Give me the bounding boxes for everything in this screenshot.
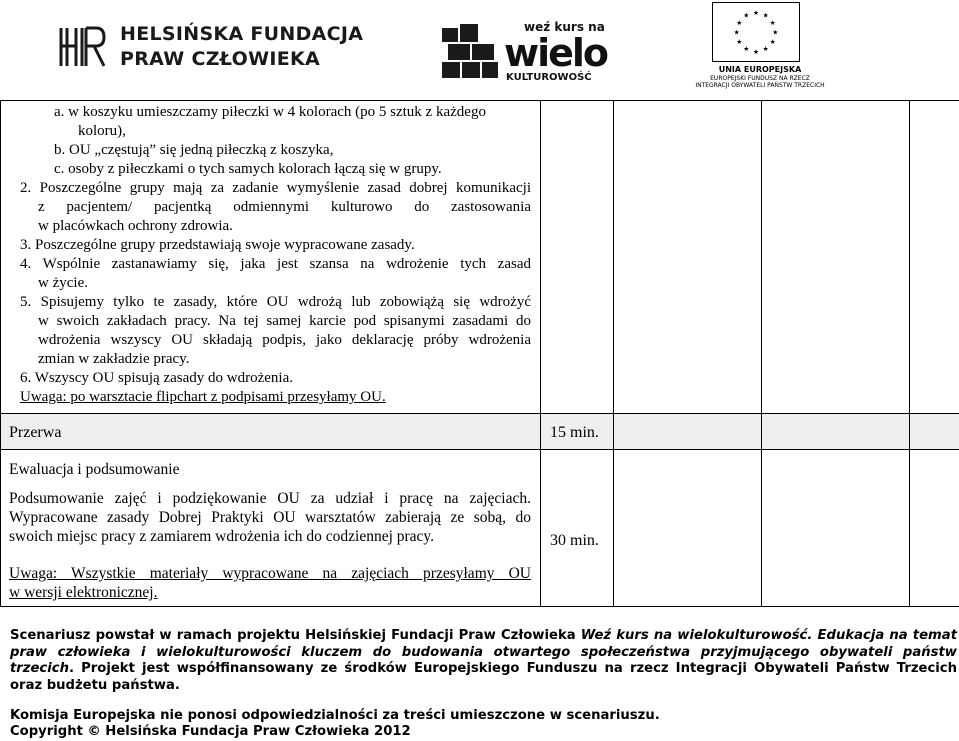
eu-star-icon: ★ xyxy=(769,18,776,27)
break-row-shade xyxy=(1,413,959,449)
col-divider-3 xyxy=(613,100,614,607)
break-label: Przerwa xyxy=(9,424,62,441)
eu-star-icon: ★ xyxy=(752,9,760,18)
step-a-cont: koloru), xyxy=(78,123,126,139)
break-row-top-border xyxy=(0,413,959,414)
step-2-line2: z pacjentem/ pacjentką odmiennymi kulturowo do zastosowania xyxy=(38,199,531,215)
hfpc-hr-mark xyxy=(58,24,106,70)
break-time: 15 min. xyxy=(550,424,599,441)
step-5-line2: w swoich zakładach pracy. Na tej samej karcie pod spisanymi zasadami do xyxy=(38,313,531,329)
step-a: a. w koszyku umieszczamy piłeczki w 4 kolorach (po 5 sztuk z każdego xyxy=(54,104,486,120)
project-credit-funding: . Projekt jest współfinansowany ze środków Europejskiego Funduszu na rzecz Integracji Obywateli Państw Trzecich oraz budżetu państwa. xyxy=(10,661,957,693)
step-4-line2: w życie. xyxy=(38,275,88,291)
col-divider-4 xyxy=(761,100,762,607)
step-2-line1: 2. Poszczególne grupy mają za zadanie wymyślenie zasad dobrej komunikacji xyxy=(20,180,531,196)
hfpc-logo xyxy=(58,22,368,74)
eu-fund-line1: EUROPEJSKI FUNDUSZ NA RZECZ xyxy=(710,75,810,82)
evaluation-title: Ewaluacja i podsumowanie xyxy=(9,461,180,478)
evaluation-time: 30 min. xyxy=(550,532,599,549)
eu-star-icon: ★ xyxy=(762,45,769,54)
evaluation-note-line1: Uwaga: Wszystkie materiały wypracowane na zajęciach przesyłamy OU xyxy=(9,565,531,582)
wez-kurs-subtitle: KULTUROWOŚĆ xyxy=(506,72,592,83)
step-5-line4: zmian w zakładzie pracy. xyxy=(38,351,190,367)
commission-disclaimer: Komisja Europejska nie ponosi odpowiedzialności za treści umieszczone w scenariuszu. xyxy=(10,708,660,723)
eu-flag-icon xyxy=(712,2,800,62)
col-divider-time xyxy=(540,100,541,607)
eu-star-icon: ★ xyxy=(743,45,750,54)
eu-star-icon: ★ xyxy=(736,18,743,27)
project-credit xyxy=(10,628,957,694)
hfpc-name-line1: HELSIŃSKA FUNDACJA xyxy=(120,23,364,45)
wez-kurs-logo xyxy=(440,20,608,84)
eu-star-icon: ★ xyxy=(743,11,750,20)
evaluation-summary-line3: swoich miejsc pracy z zamiarem wdrożenia ich do codziennej pracy. xyxy=(9,528,435,545)
eu-logo xyxy=(690,2,830,90)
evaluation-note-line2: w wersji elektronicznej. xyxy=(9,584,158,601)
break-row-bottom-border xyxy=(0,449,959,450)
eu-star-icon: ★ xyxy=(769,38,776,47)
eu-fund-line2: INTEGRACJI OBYWATELI PAŃSTW TRZECICH xyxy=(695,82,825,89)
eu-star-icon: ★ xyxy=(762,11,769,20)
wez-kurs-top-text: weź kurs na xyxy=(524,20,605,34)
evaluation-summary-line1: Podsumowanie zajęć i podziękowanie OU za udział i pracę na zajęciach. xyxy=(9,490,531,507)
step-4-line1: 4. Wspólnie zastanawiamy się, jaka jest szansa na wdrożenie tych zasad xyxy=(20,256,531,272)
step-5-line1: 5. Spisujemy tylko te zasady, które OU wdrożą lub zobowiążą się wdrożyć xyxy=(20,294,531,310)
step-c: c. osoby z piłeczkami o tych samych kolorach łączą się w grupy. xyxy=(54,161,442,177)
project-title: Weź kurs na wielokulturowość. Edukacja na temat praw człowieka i wielokulturowości kluczem do budowania otwartego społeczeństwa przyjmującego obywateli państw trzecich xyxy=(10,628,957,676)
table-left-border xyxy=(0,100,1,607)
eu-fund-name xyxy=(690,75,830,89)
eu-star-icon: ★ xyxy=(736,38,743,47)
evaluation-summary-line2: Wypracowane zasady Dobrej Praktyki OU warsztatów zabierają ze sobą, do xyxy=(9,509,531,526)
table-bottom-border xyxy=(0,606,959,607)
wez-kurs-wielo-text: wielo xyxy=(504,31,608,75)
eu-star-icon: ★ xyxy=(752,47,760,56)
project-credit-intro: Scenariusz powstał w ramach projektu Helsińskiej Fundacji Praw Człowieka xyxy=(10,628,581,643)
table-top-border xyxy=(0,100,959,101)
step-5-line3: wdrożenia wszyscy OU składają podpis, jako deklarację próby wdrożenia xyxy=(38,332,531,348)
eu-title: UNIA EUROPEJSKA xyxy=(718,65,802,74)
hfpc-name-line2: PRAW CZŁOWIEKA xyxy=(120,48,321,70)
flipchart-note: Uwaga: po warsztacie flipchart z podpisami przesyłamy OU. xyxy=(20,389,386,405)
col-divider-5 xyxy=(909,100,910,607)
eu-star-icon: ★ xyxy=(733,28,740,37)
eu-star-icon: ★ xyxy=(772,28,779,37)
blocks-icon xyxy=(440,22,500,82)
step-6: 6. Wszyscy OU spisują zasady do wdrożenia. xyxy=(20,370,293,386)
step-3: 3. Poszczególne grupy przedstawiają swoje wypracowane zasady. xyxy=(20,237,415,253)
step-2-line3: w placówkach ochrony zdrowia. xyxy=(38,218,233,234)
step-b: b. OU „częstują” się jedną piłeczką z koszyka, xyxy=(54,142,334,158)
copyright: Copyright © Helsińska Fundacja Praw Człowieka 2012 xyxy=(10,724,411,739)
